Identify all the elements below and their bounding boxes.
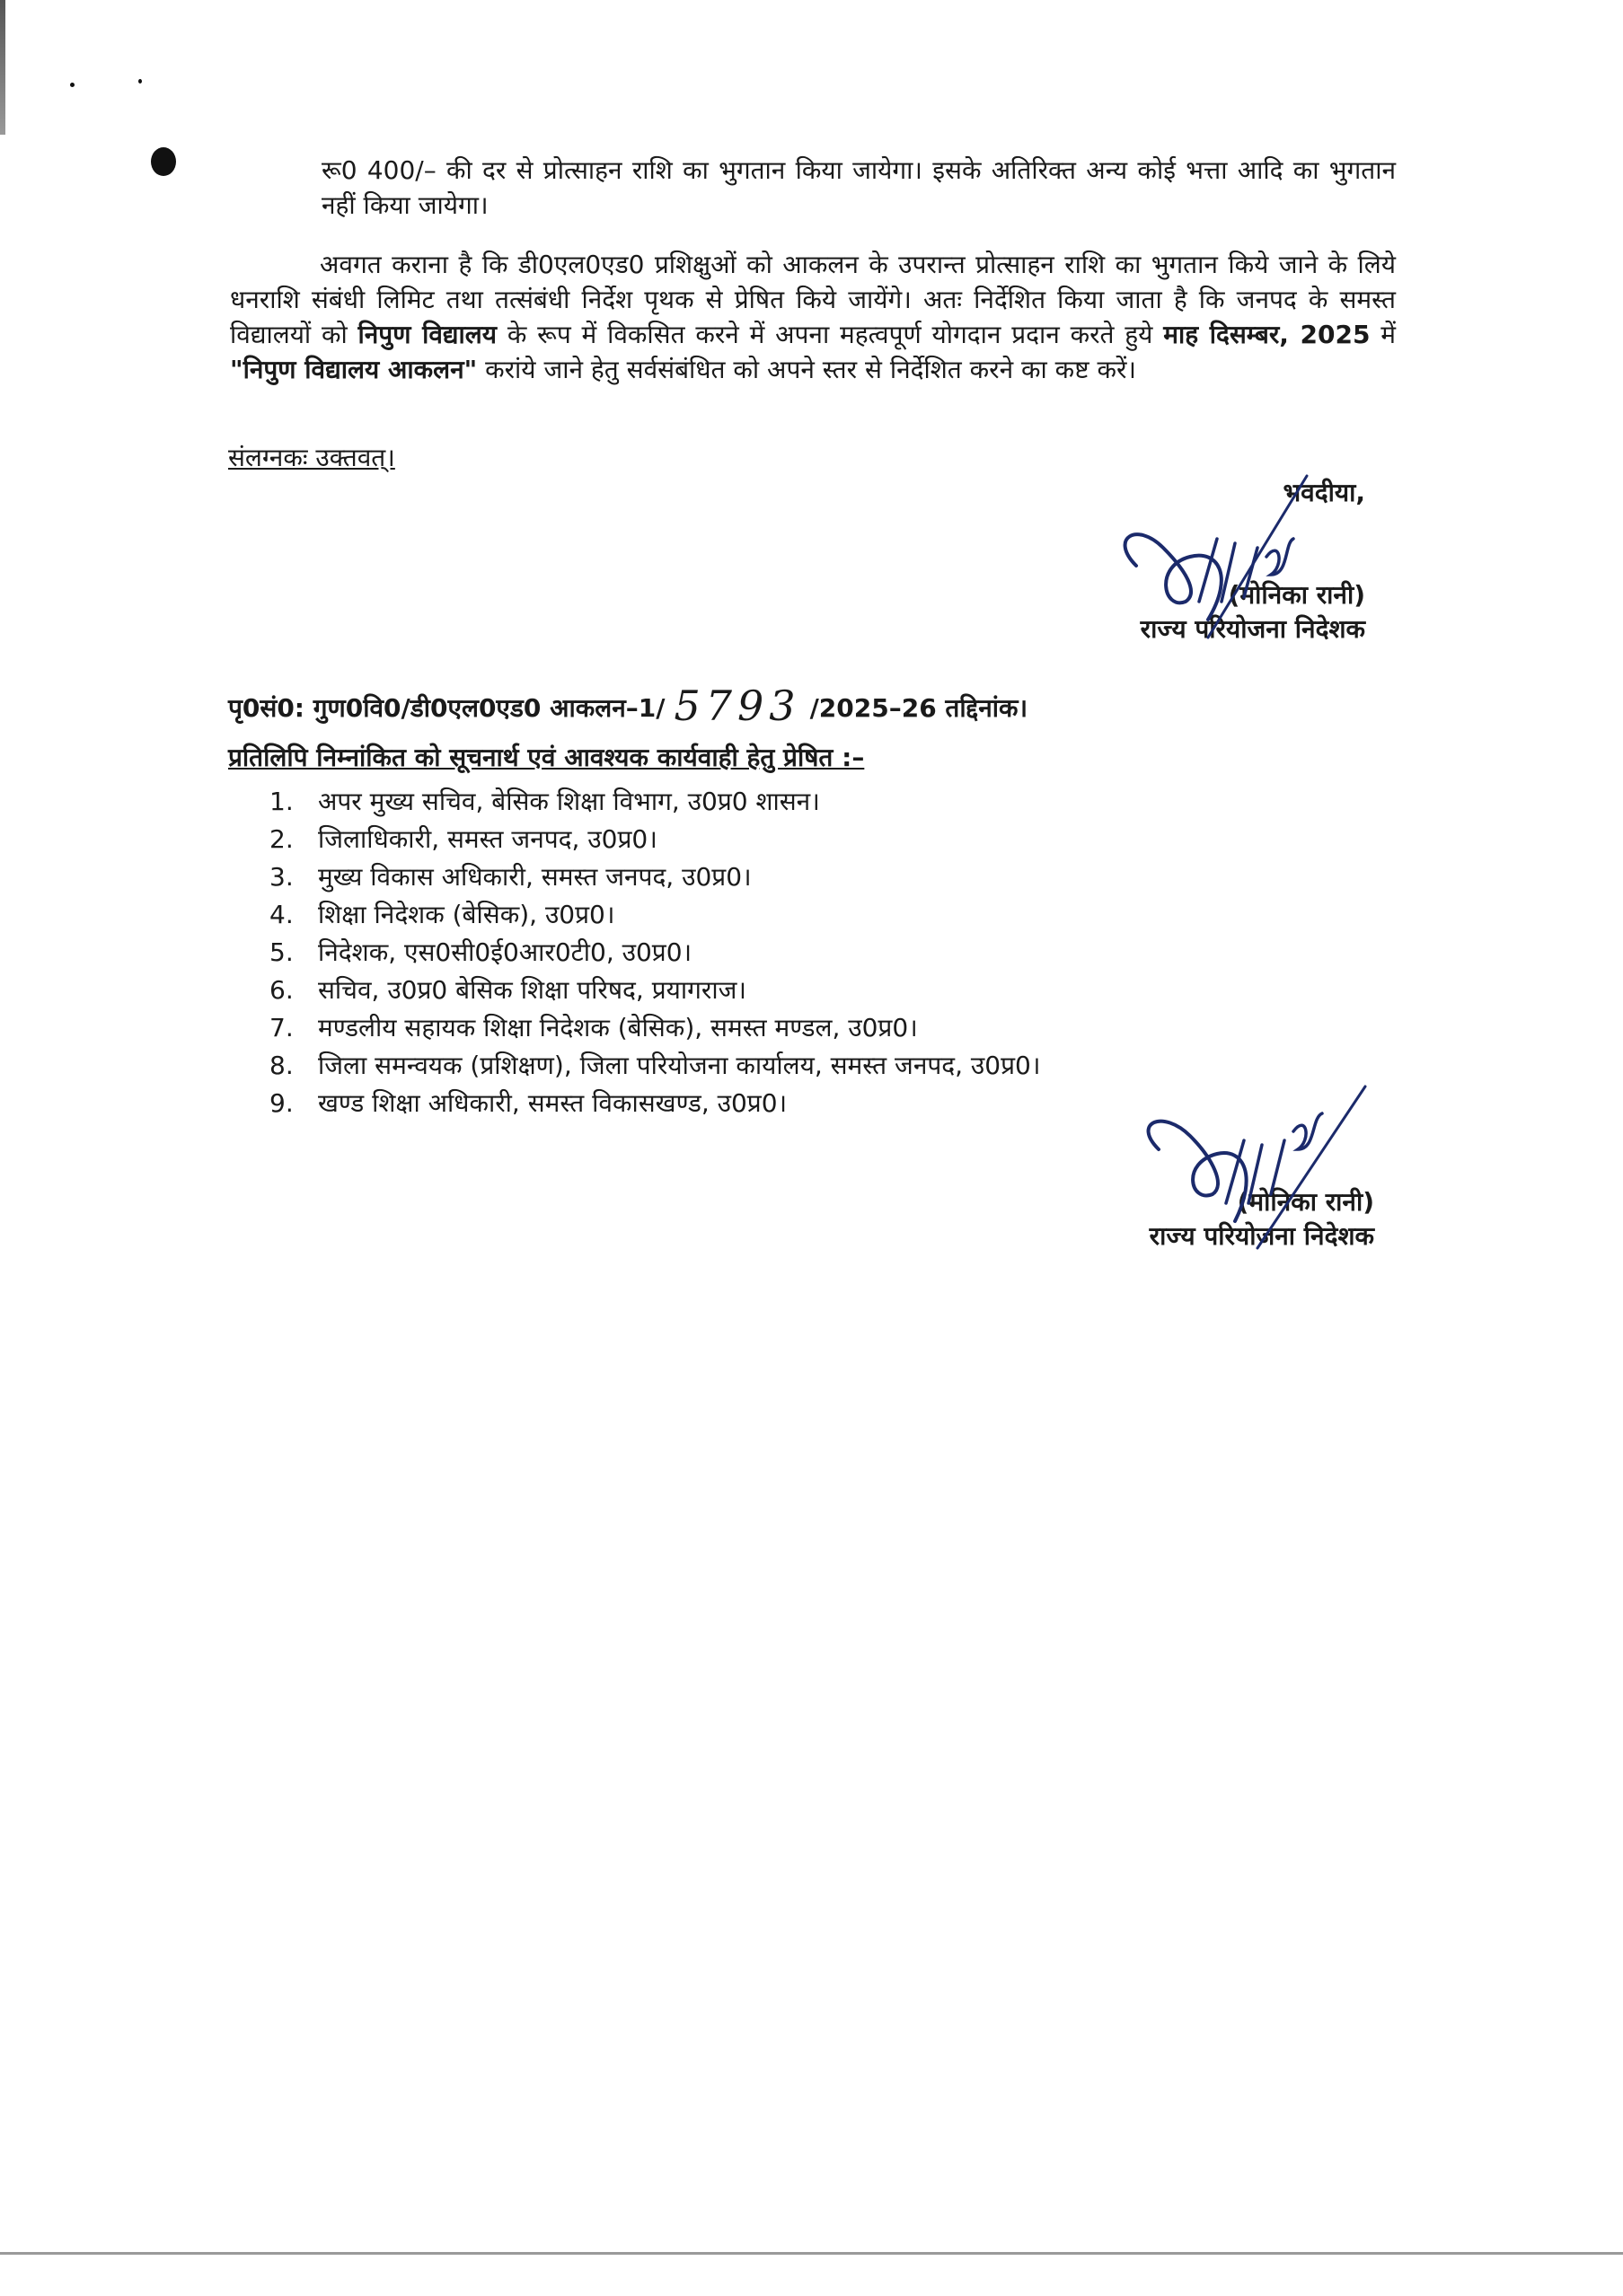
list-item: 7. मण्डलीय सहायक शिक्षा निदेशक (बेसिक), समस्त मण्डल, उ0प्र0। bbox=[269, 1013, 918, 1042]
emphasis-nipun-vidyalaya: निपुण विद्यालय bbox=[357, 320, 498, 349]
signatory-designation: राज्य परियोजना निदेशक bbox=[1149, 1221, 1374, 1251]
signatory-name: (मोनिका रानी) bbox=[1237, 1187, 1374, 1217]
signatory-designation: राज्य परियोजना निदेशक bbox=[1140, 614, 1365, 644]
handwritten-dispatch-number: 5793 bbox=[674, 682, 801, 730]
handwritten-signature-1 bbox=[1100, 467, 1334, 647]
copy-to-heading: प्रतिलिपि निम्नांकित को सूचनार्थ एवं आवश्यक कार्यवाही हेतु प्रेषित :– bbox=[228, 743, 865, 772]
handwritten-signature-2 bbox=[1123, 1078, 1383, 1257]
scan-speck bbox=[70, 83, 75, 87]
reference-number-line: पृ0सं0: गुण0वि0/डी0एल0एड0 आकलन–1/ 5793 /2025–26 तद्दिनांक। bbox=[228, 682, 1028, 730]
paragraph-incentive-rate: रू0 400/– की दर से प्रोत्साहन राशि का भुगतान किया जायेगा। इसके अतिरिक्त अन्य कोई भत्ता आदि का भुगतान नहीं किया जायेगा। bbox=[322, 155, 1396, 220]
list-item: 8. जिला समन्वयक (प्रशिक्षण), जिला परियोजना कार्यालय, समस्त जनपद, उ0प्र0। bbox=[269, 1051, 1041, 1080]
paragraph-instructions: अवगत कराना है कि डी0एल0एड0 प्रशिक्षुओं को आकलन के उपरान्त प्रोत्साहन राशि का भुगतान किये जाने के लिये धनराशि संबंधी लिमिट तथा तत्संबंधी निर्देश पृथक से प्रेषित किये जायेंगे। अतः निर्देशित किया जाता है कि जनपद के समस्त विद्यालयों को निपुण विद्यालय के रूप में विकसित करने में अपना महत्वपूर्ण योगदान प्रदान करते हुये माह दिसम्बर, 2025 में "निपुण विद्यालय आकलन" करांये जाने हेतु सर्वसंबंधित को अपने स्तर से निर्देशित करने का कष्ट करें। bbox=[230, 250, 1397, 384]
list-item: 1. अपर मुख्य सचिव, बेसिक शिक्षा विभाग, उ0प्र0 शासन। bbox=[269, 787, 820, 816]
list-item: 5. निदेशक, एस0सी0ई0आर0टी0, उ0प्र0। bbox=[269, 937, 692, 967]
list-item: 2. जिलाधिकारी, समस्त जनपद, उ0प्र0। bbox=[269, 824, 657, 854]
emphasis-month: माह दिसम्बर, 2025 bbox=[1163, 320, 1371, 349]
list-item: 6. सचिव, उ0प्र0 बेसिक शिक्षा परिषद, प्रयागराज। bbox=[269, 975, 746, 1005]
scan-speck bbox=[138, 79, 142, 84]
list-item: 4. शिक्षा निदेशक (बेसिक), उ0प्र0। bbox=[269, 900, 615, 929]
list-item: 9. खण्ड शिक्षा अधिकारी, समस्त विकासखण्ड, उ0प्र0। bbox=[269, 1088, 788, 1118]
punch-hole-mark bbox=[151, 147, 176, 176]
scan-edge bbox=[0, 0, 5, 135]
copy-to-list bbox=[269, 783, 1040, 1122]
closing-salutation: भवदीया, bbox=[1283, 478, 1365, 507]
list-item: 3. मुख्य विकास अधिकारी, समस्त जनपद, उ0प्र0। bbox=[269, 862, 752, 892]
signatory-name: (मोनिका रानी) bbox=[1228, 580, 1365, 610]
scan-bottom-edge bbox=[0, 2252, 1623, 2255]
enclosure-note: संलग्नकः उक्तवत्। bbox=[228, 443, 395, 472]
emphasis-assessment: "निपुण विद्यालय आकलन" bbox=[230, 355, 478, 384]
